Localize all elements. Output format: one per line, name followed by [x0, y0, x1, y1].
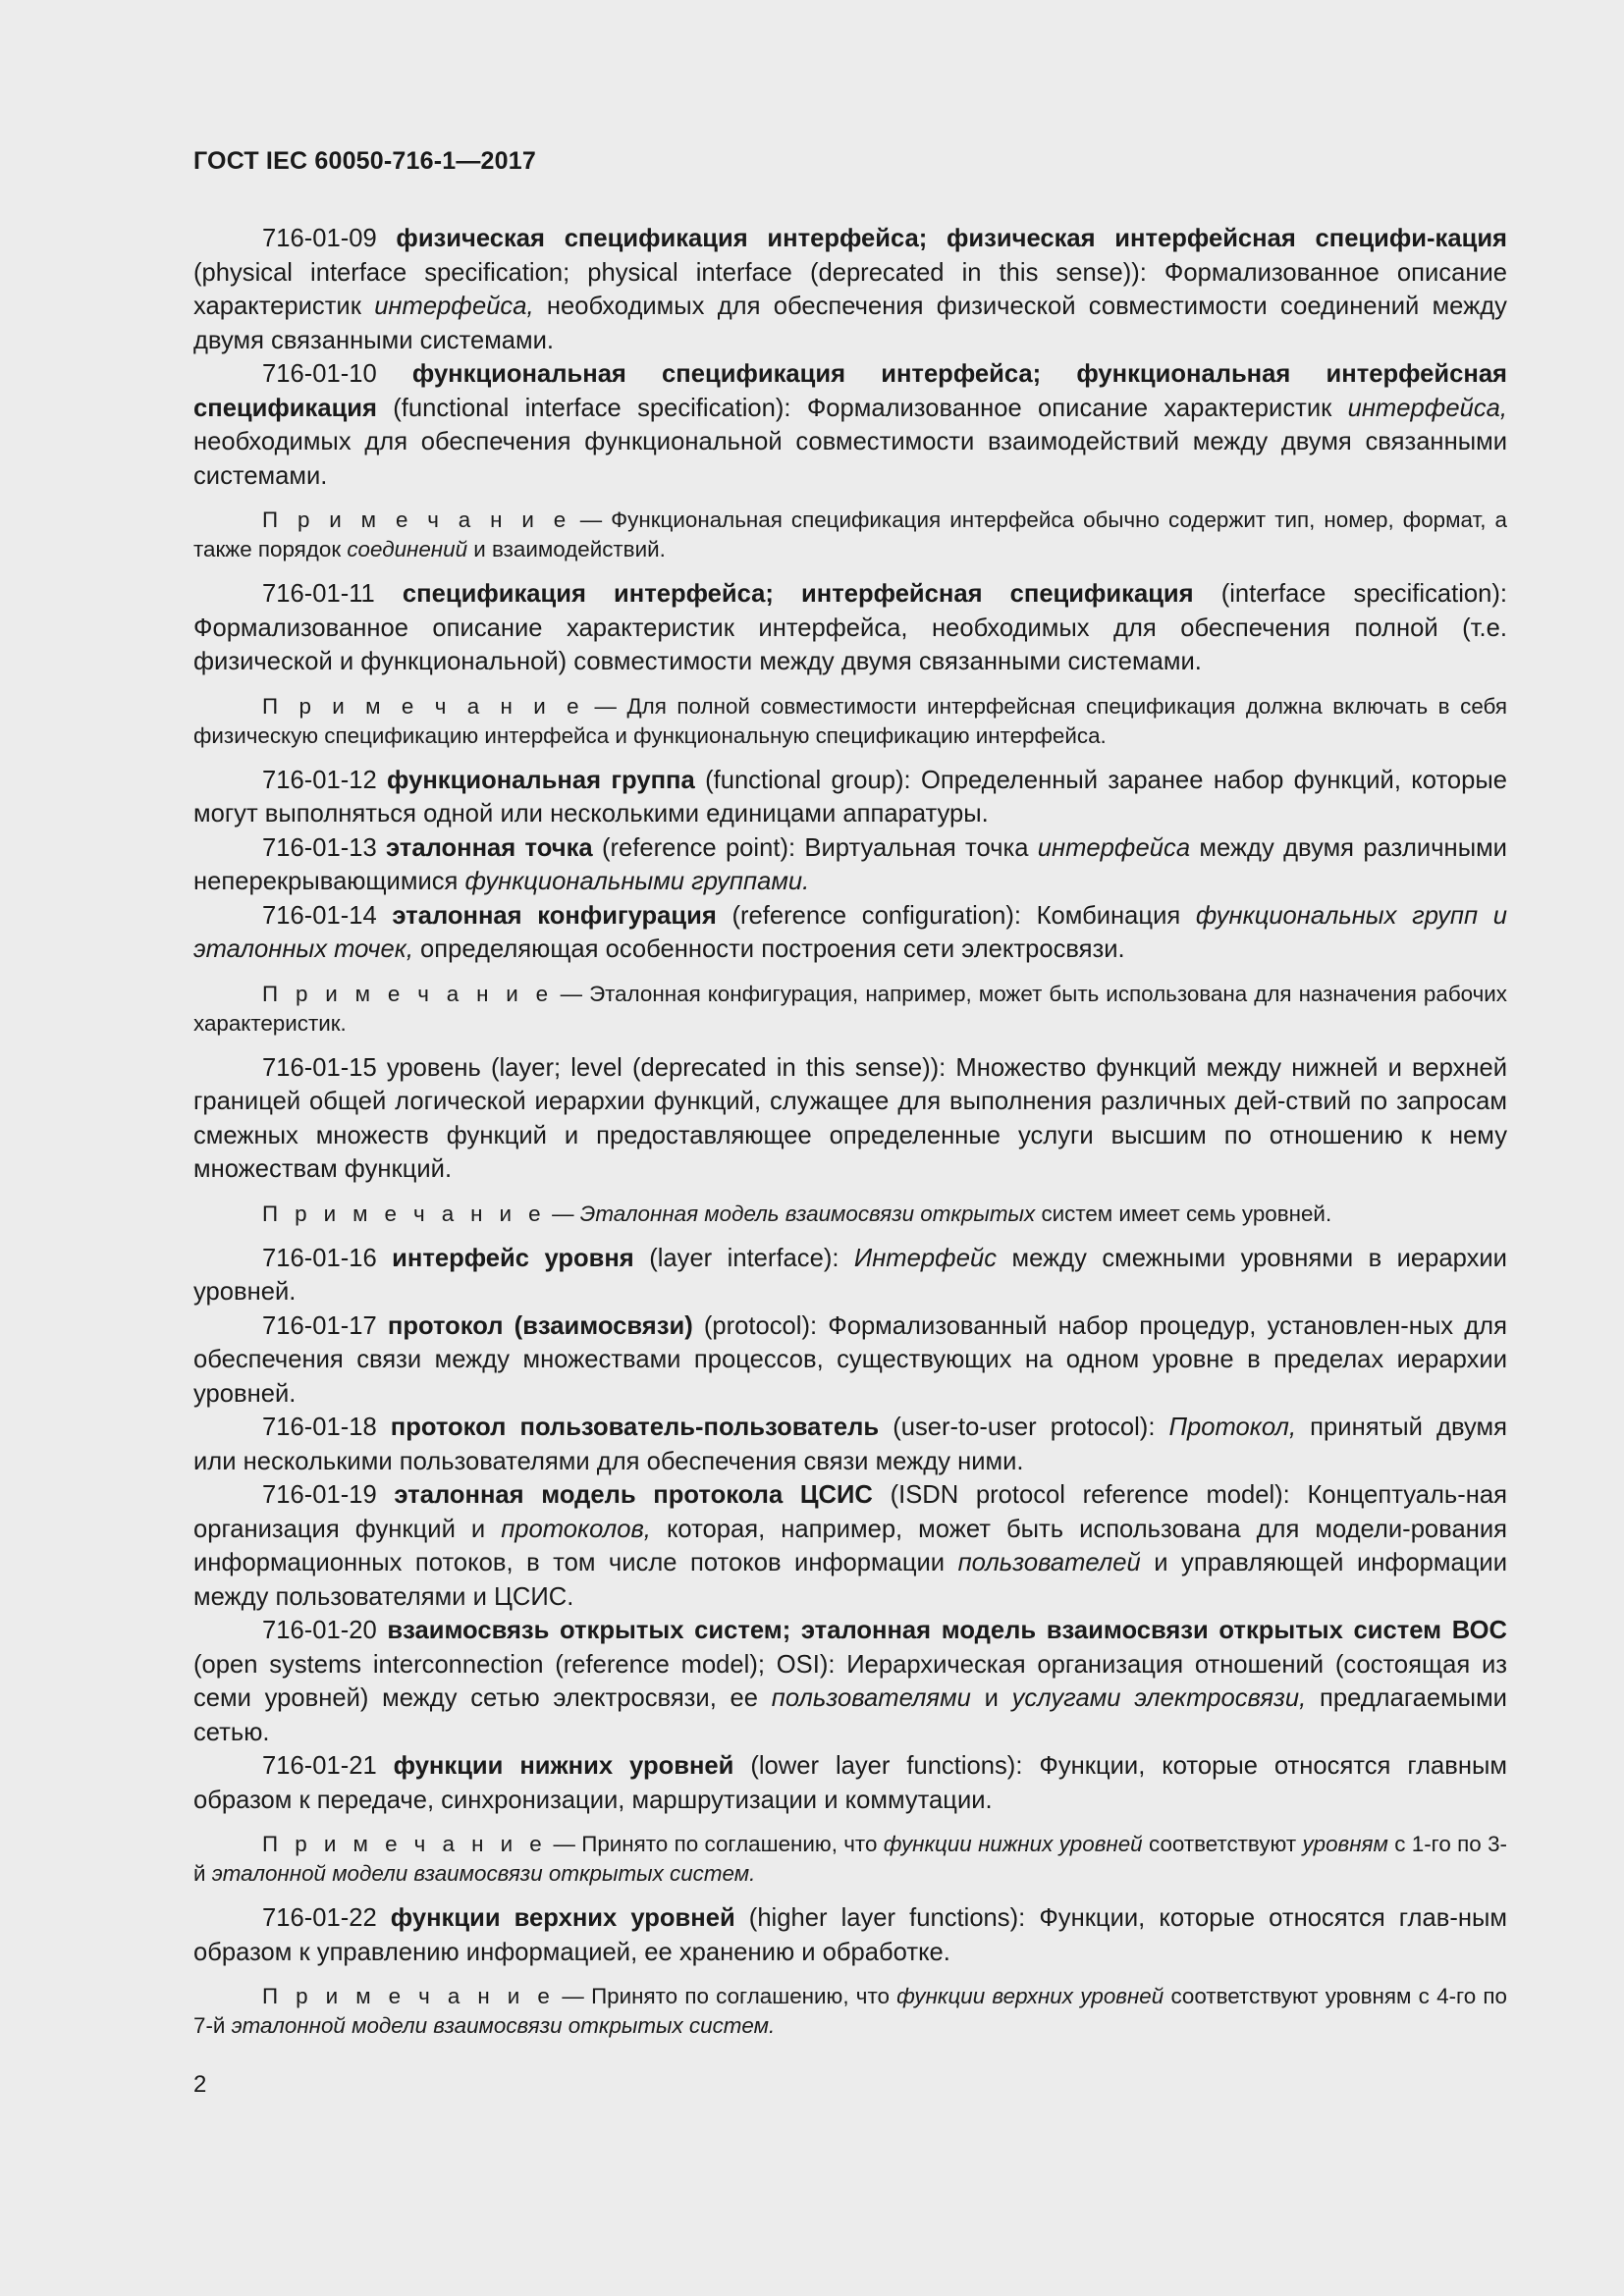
- entry-716-01-16: 716-01-16 интерфейс уровня (layer interface): Интерфейс между смежными уровнями в иерархии уровней.: [193, 1244, 1507, 1306]
- note-716-01-22: П р и м е ч а н и е — Принято по соглашению, что функции верхних уровней соответствуют уровням с 4-го по 7-й эталонной модели взаимосвязи открытых систем.: [193, 1984, 1507, 2038]
- entry-716-01-10: 716-01-10 функциональная спецификация интерфейса; функциональная интерфейсная спецификация (functional interface specification): Формализованное описание характеристик интерфейса, необходимых для обеспечения функциональной совместимости взаимодействий между двумя связанными системами.: [193, 360, 1507, 490]
- note-716-01-11: П р и м е ч а н и е — Для полной совместимости интерфейсная спецификация должна включать в себя физическую спецификацию интерфейса и функциональную спецификацию интерфейса.: [193, 693, 1507, 748]
- entry-716-01-13: 716-01-13 эталонная точка (reference point): Виртуальная точка интерфейса между двумя различными неперекрывающимися функциональными группами.: [193, 833, 1507, 895]
- note-716-01-14: П р и м е ч а н и е — Эталонная конфигурация, например, может быть использована для назначения рабочих характеристик.: [193, 981, 1507, 1036]
- standard-designation: ГОСТ IEC 60050-716-1—2017: [193, 147, 536, 175]
- page-number: 2: [193, 2071, 207, 2098]
- note-716-01-15: П р и м е ч а н и е — Эталонная модель взаимосвязи открытых систем имеет семь уровней.: [262, 1201, 1332, 1226]
- entry-716-01-19: 716-01-19 эталонная модель протокола ЦСИС (ISDN protocol reference model): Концептуаль-ная организация функций и протоколов, которая, например, может быть использована для модели-рования информационных потоков, в том числе потоков информации пользователей и управляющей информации между пользователями и ЦСИС.: [193, 1481, 1507, 1611]
- document-body: [193, 222, 1507, 2054]
- entry-716-01-12: 716-01-12 функциональная группа (functional group): Определенный заранее набор функций, которые могут выполняться одной или несколькими единицами аппаратуры.: [193, 766, 1507, 828]
- entry-716-01-11: 716-01-11 спецификация интерфейса; интерфейсная спецификация (interface specification): Формализованное описание характеристик интерфейса, необходимых для обеспечения полной (т.е. физической и функциональной) совместимости между двумя связанными системами.: [193, 580, 1507, 675]
- note-716-01-21: П р и м е ч а н и е — Принято по соглашению, что функции нижних уровней соответствуют уровням с 1-го по 3-й эталонной модели взаимосвязи открытых систем.: [193, 1832, 1507, 1886]
- entry-716-01-14: 716-01-14 эталонная конфигурация (reference configuration): Комбинация функциональных групп и эталонных точек, определяющая особенности построения сети электросвязи.: [193, 901, 1507, 963]
- entry-716-01-21: 716-01-21 функции нижних уровней (lower layer functions): Функции, которые относятся главным образом к передаче, синхронизации, маршрутизации и коммутации.: [193, 1752, 1507, 1814]
- entry-716-01-09: 716-01-09 физическая спецификация интерфейса; физическая интерфейсная специфи-кация (physical interface specification; physical interface (deprecated in this sense)): Формализованное описание характеристик интерфейса, необходимых для обеспечения физической совместимости соединений между двумя связанными системами.: [193, 225, 1507, 354]
- entry-716-01-22: 716-01-22 функции верхних уровней (higher layer functions): Функции, которые относятся глав-ным образом к управлению информацией, ее хранению и обработке.: [193, 1904, 1507, 1966]
- note-716-01-10: П р и м е ч а н и е — Функциональная спецификация интерфейса обычно содержит тип, номер, формат, а также порядок соединений и взаимодействий.: [193, 507, 1507, 561]
- entry-716-01-18: 716-01-18 протокол пользователь-пользователь (user-to-user protocol): Протокол, принятый двумя или несколькими пользователями для обеспечения связи между ними.: [193, 1414, 1507, 1475]
- entry-716-01-17: 716-01-17 протокол (взаимосвязи) (protocol): Формализованный набор процедур, установлен-ных для обеспечения связи между множествами процессов, существующих на одном уровне в пределах иерархии уровней.: [193, 1311, 1507, 1408]
- entry-716-01-20: 716-01-20 взаимосвязь открытых систем; эталонная модель взаимосвязи открытых систем ВОС (open systems interconnection (reference model); OSI): Иерархическая организация отношений (состоящая из семи уровней) между сетью электросвязи, ее пользователями и услугами электросвязи, предлагаемыми сетью.: [193, 1617, 1507, 1746]
- entry-716-01-15: 716-01-15 уровень (layer; level (deprecated in this sense)): Множество функций между нижней и верхней границей общей логической иерархии функций, служащее для выполнения различных дей-ствий по запросам смежных множеств функций и предоставляющее определенные услуги высшим по отношению к нему множествам функций.: [193, 1053, 1507, 1183]
